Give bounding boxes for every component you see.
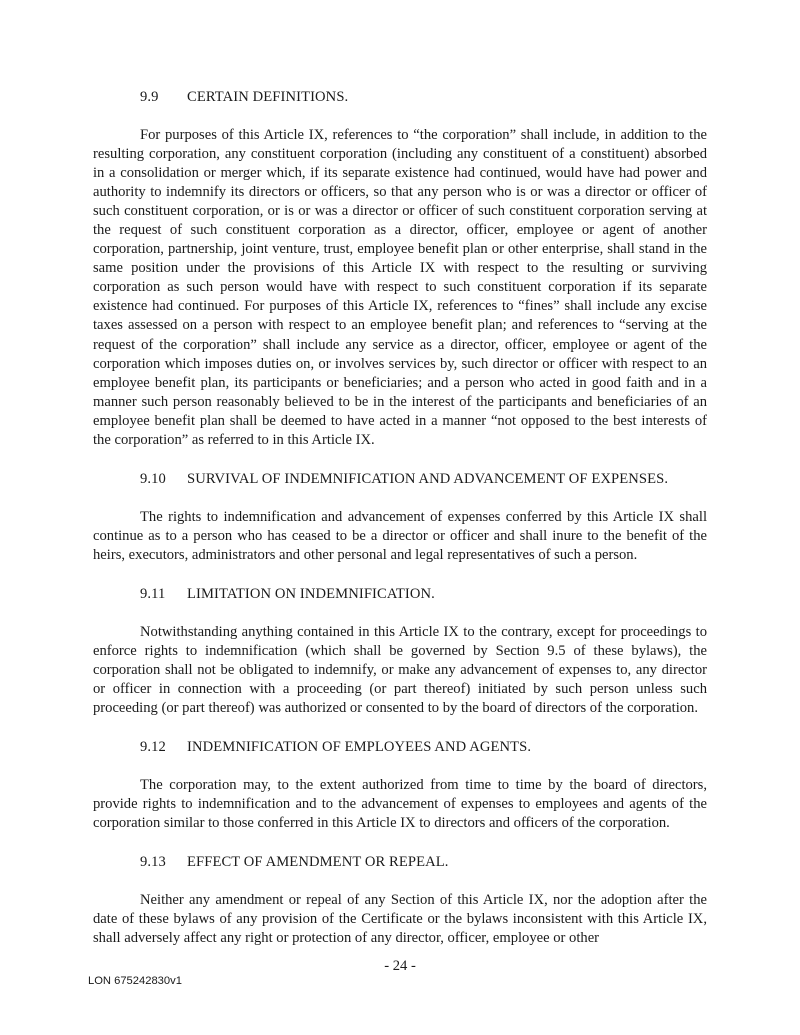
section-title-9-13: EFFECT OF AMENDMENT OR REPEAL. (187, 854, 449, 871)
section-9-10 (93, 470, 707, 565)
footer-document-reference: LON 675242830v1 (88, 975, 182, 987)
section-heading-9-13 (93, 853, 707, 872)
section-title-9-11: LIMITATION ON INDEMNIFICATION. (187, 585, 435, 602)
section-paragraph-9-13: Neither any amendment or repeal of any Section of this Article IX, nor the adoption after the date of these bylaws of any provision of the Certificate or the bylaws inconsistent with this Article IX, shall adversely affect any right or protection of any director, officer, employee or other (93, 892, 707, 947)
section-title-9-12: INDEMNIFICATION OF EMPLOYEES AND AGENTS. (187, 739, 532, 756)
section-number-9-10: 9.10 (140, 470, 166, 487)
section-number-9-12: 9.12 (140, 739, 166, 756)
section-title-9-10: SURVIVAL OF INDEMNIFICATION AND ADVANCEMENT OF EXPENSES. (187, 470, 669, 487)
section-9-9 (93, 88, 707, 450)
section-number-9-11: 9.11 (140, 585, 166, 602)
section-number-9-9: 9.9 (140, 89, 159, 105)
section-heading-9-9 (93, 88, 707, 107)
page-number: - 24 - (384, 958, 416, 974)
section-9-12 (93, 738, 707, 833)
document-body (93, 88, 707, 948)
section-heading-9-11 (93, 585, 707, 604)
section-heading-9-10 (93, 470, 707, 489)
section-paragraph-9-9: For purposes of this Article IX, references to “the corporation” shall include, in addition to the resulting corporation, any constituent corporation (including any constituent of a constituent) absorbed in a consolidation or merger which, if its separate existence had continued, would have had power and authority to indemnify its directors or officers, so that any person who is or was a director or officer of such constituent corporation, or is or was a director or officer of such constituent corporation serving at the request of such constituent corporation as a director, officer, employee or agent of another corporation, partnership, joint venture, trust, employee benefit plan or other enterprise, shall stand in the same position under the provisions of this Article IX with respect to the resulting or surviving corporation as such person would have with respect to such constituent corporation if its separate existence had continued. For purposes of this Article IX, references to “fines” shall include any excise taxes assessed on a person with respect to an employee benefit plan; and references to “serving at the request of the corporation” shall include any service as a director, officer, employee or agent of the corporation which imposes duties on, or involves services by, such director or officer with respect to an employee benefit plan, its participants or beneficiaries; and a person who acted in good faith and in a manner such person reasonably believed to be in the interest of the participants and beneficiaries of an employee benefit plan shall be deemed to have acted in a manner “not opposed to the best interests of the corporation” as referred to in this Article IX. (93, 127, 707, 448)
section-9-13 (93, 853, 707, 948)
section-number-9-13: 9.13 (140, 854, 166, 871)
section-paragraph-9-10: The rights to indemnification and advancement of expenses conferred by this Article IX shall continue as to a person who has ceased to be a director or officer and shall inure to the benefit of the heirs, executors, administrators and other personal and legal representatives of such a person. (93, 508, 707, 563)
section-9-11 (93, 585, 707, 718)
section-heading-9-12 (93, 738, 707, 757)
section-paragraph-9-12: The corporation may, to the extent authorized from time to time by the board of directors, provide rights to indemnification and to the advancement of expenses to employees and agents of the corporation similar to those conferred in this Article IX to directors and officers of the corporation. (93, 777, 707, 832)
section-paragraph-9-11: Notwithstanding anything contained in this Article IX to the contrary, except for proceedings to enforce rights to indemnification (which shall be governed by Section 9.5 of these bylaws), the corporation shall not be obligated to indemnify, or make any advancement of expenses to, any director or officer in connection with a proceeding (or part thereof) initiated by such person unless such proceeding (or part thereof) was authorized or consented to by the board of directors of the corporation. (93, 623, 707, 717)
section-title-9-9: CERTAIN DEFINITIONS. (187, 89, 349, 105)
